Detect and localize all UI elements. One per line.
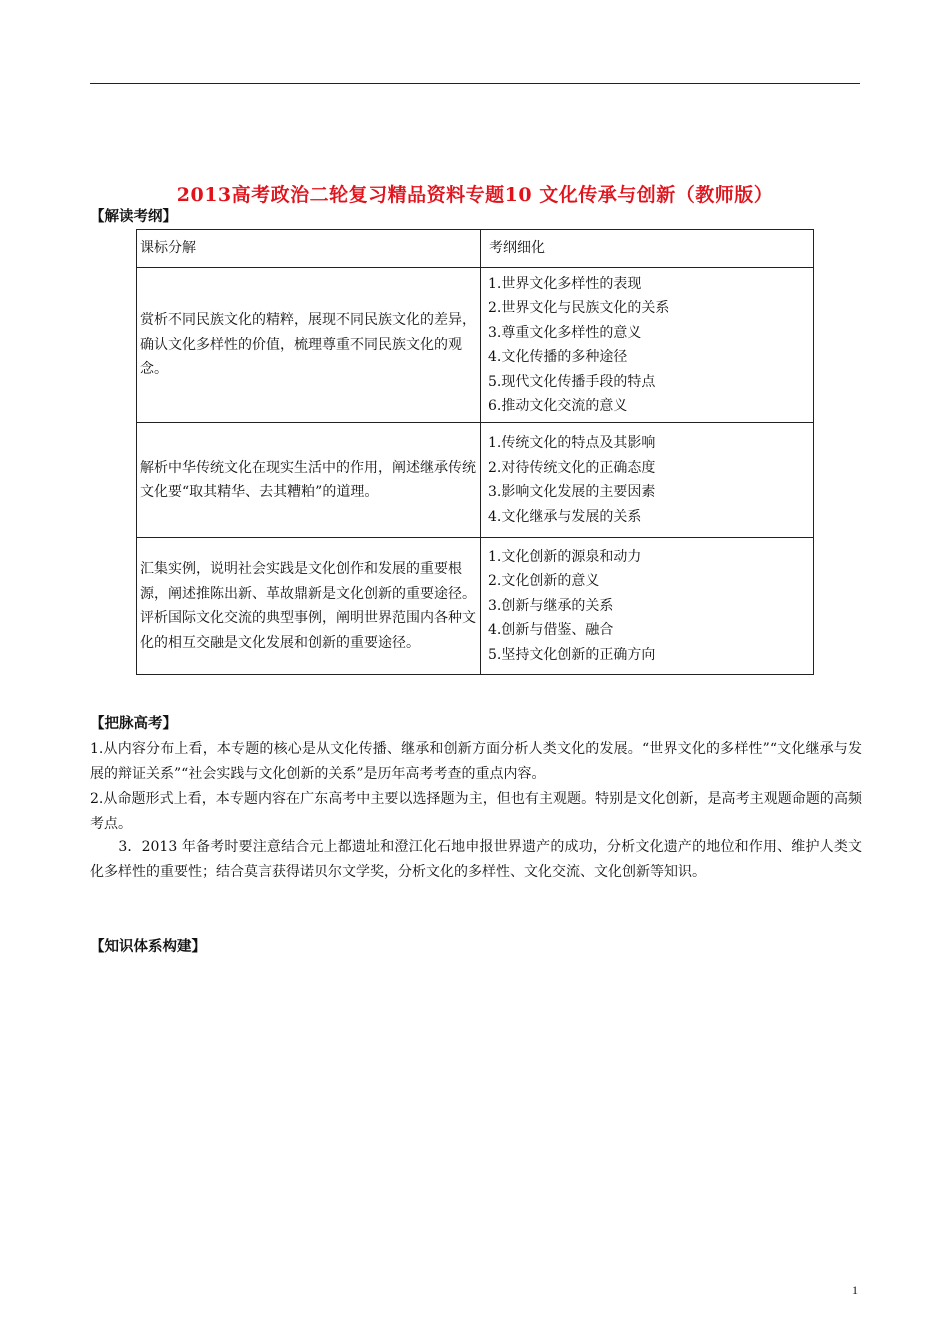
detail-item: 2.世界文化与民族文化的关系 — [488, 300, 670, 316]
detail-item: 6.推动文化交流的意义 — [488, 398, 628, 414]
analysis-paragraph: 3．2013 年备考时要注意结合元上都遗址和澄江化石地申报世界遗产的成功，分析文化遗产的地位和作用、维护人类文化多样性的重要性；结合莫言获得诺贝尔文学奖，分析文化的多样性、文化交流、文化创新等知识。 — [90, 839, 862, 880]
table-header-cell: 考纲细化 — [481, 230, 814, 268]
table-header-cell: 课标分解 — [137, 230, 481, 268]
detail-item: 1.传统文化的特点及其影响 — [488, 435, 656, 451]
detail-item: 5.坚持文化创新的正确方向 — [488, 646, 656, 663]
table-row — [137, 538, 814, 675]
detail-item: 4.创新与借鉴、融合 — [488, 622, 614, 639]
analysis-paragraph: 1.从内容分布上看，本专题的核心是从文化传播、继承和创新方面分析人类文化的发展。“世界文化的多样性”“文化继承与发展的辩证关系”“社会实践与文化创新的关系”是历年高考考查的重点内容。 — [90, 741, 862, 782]
standard-cell: 汇集实例，说明社会实践是文化创作和发展的重要根源，阐述推陈出新、革故鼎新是文化创新的重要途径。评析国际文化交流的典型事例，阐明世界范围内各种文化的相互交融是文化发展和创新的重要途径。 — [137, 538, 481, 675]
standard-cell: 解析中华传统文化在现实生活中的作用，阐述继承传统文化要“取其精华、去其糟粕”的道理。 — [137, 423, 481, 538]
detail-item: 3.影响文化发展的主要因素 — [488, 484, 656, 500]
syllabus-table — [136, 229, 814, 675]
detail-item: 4.文化继承与发展的关系 — [488, 508, 642, 525]
header-rule — [90, 83, 860, 84]
details-cell — [481, 538, 814, 675]
table-row — [137, 268, 814, 423]
section-heading-zhishi: 【知识体系构建】 — [90, 938, 206, 955]
page-number: 1 — [852, 1283, 858, 1297]
standard-cell: 赏析不同民族文化的精粹，展现不同民族文化的差异，确认文化多样性的价值，梳理尊重不同民族文化的观念。 — [137, 268, 481, 423]
detail-item: 4.文化传播的多种途径 — [488, 349, 628, 365]
detail-item: 2.对待传统文化的正确态度 — [488, 459, 656, 476]
detail-item: 1.文化创新的源泉和动力 — [488, 548, 642, 565]
detail-item: 5.现代文化传播手段的特点 — [488, 373, 656, 390]
document-title: 2013高考政治二轮复习精品资料专题10 文化传承与创新（教师版） — [176, 184, 774, 206]
detail-item: 1.世界文化多样性的表现 — [488, 275, 642, 292]
details-cell — [481, 268, 814, 423]
detail-item: 3.尊重文化多样性的意义 — [488, 324, 642, 341]
section-heading-jiedu: 【解读考纲】 — [90, 208, 177, 225]
detail-item: 3.创新与继承的关系 — [488, 597, 614, 614]
analysis-paragraph: 2.从命题形式上看，本专题内容在广东高考中主要以选择题为主，但也有主观题。特别是文化创新，是高考主观题命题的高频考点。 — [90, 791, 862, 832]
table-row — [137, 423, 814, 538]
detail-item: 2.文化创新的意义 — [488, 573, 600, 590]
table-header-row — [137, 230, 814, 268]
details-cell — [481, 423, 814, 538]
section-heading-bamai: 【把脉高考】 — [90, 715, 177, 732]
